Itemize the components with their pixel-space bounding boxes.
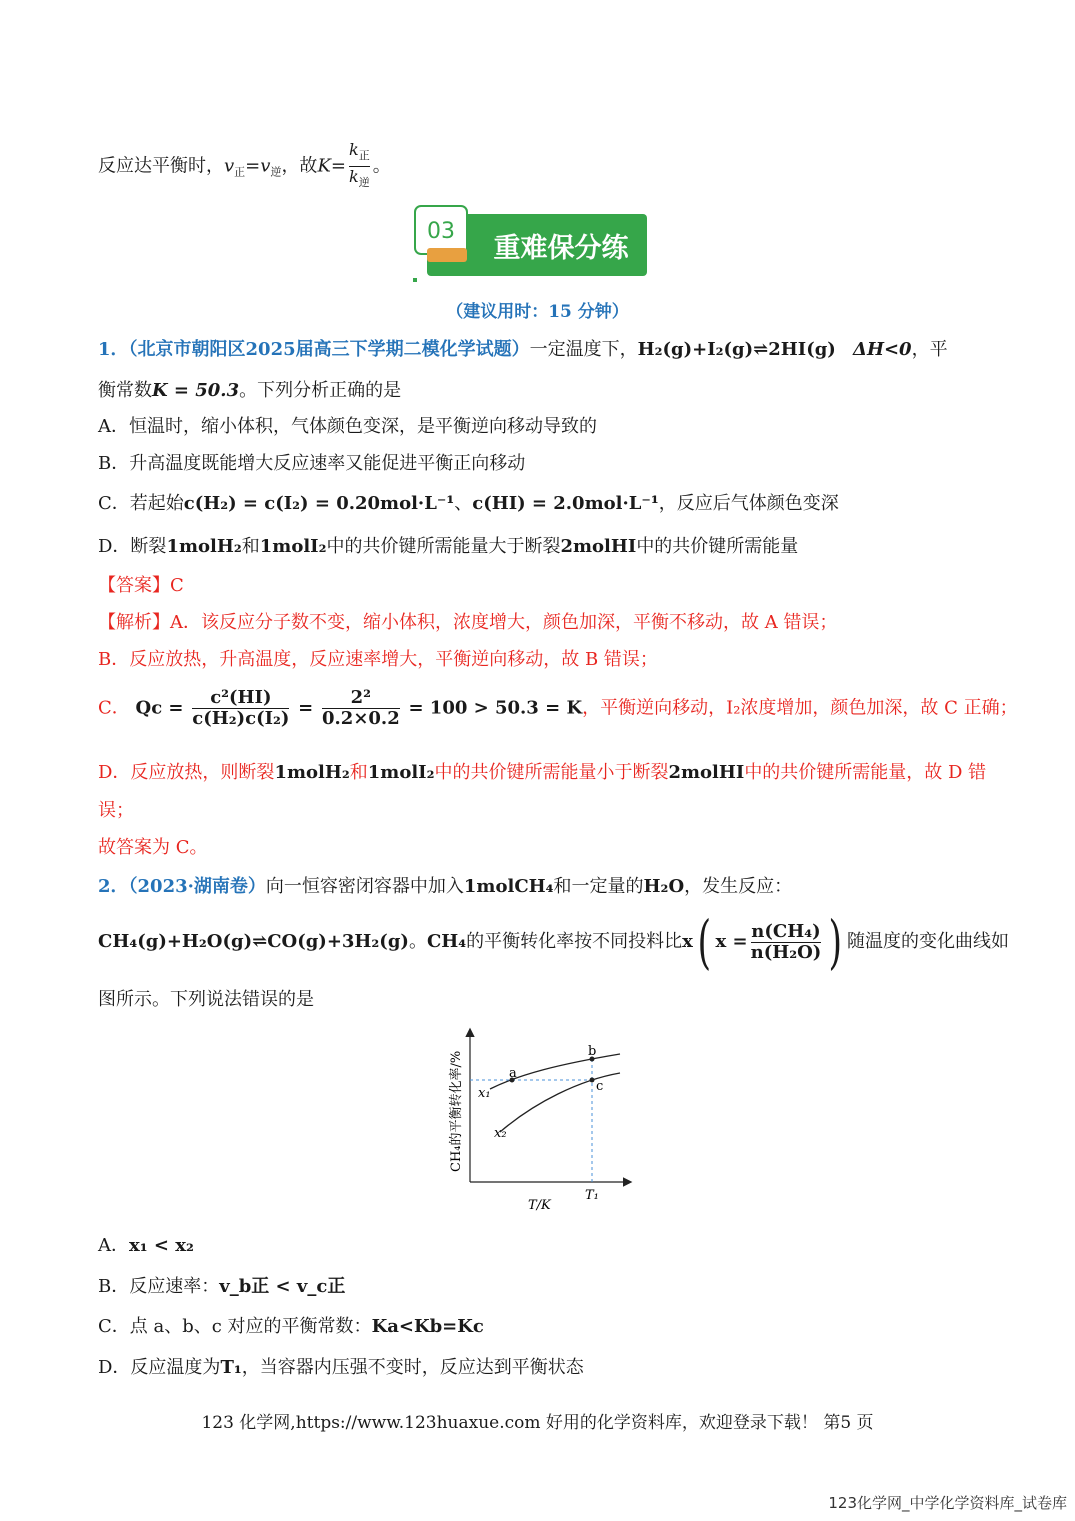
q2-stem-line2 bbox=[98, 910, 1009, 974]
q2-ch4: 1molCH₄ bbox=[463, 876, 554, 897]
q1-exp-num2: 2² bbox=[322, 688, 400, 709]
q2-stem-d: 。 bbox=[408, 931, 427, 952]
q2-stem-line3: 图所示。下列说法错误的是 bbox=[98, 989, 314, 1010]
q2-x-den: n(H₂O) bbox=[750, 941, 822, 963]
q1-opt-c-pre: C．若起始 bbox=[98, 493, 184, 514]
q1-opt-d-2: 1molH₂ bbox=[166, 536, 242, 557]
q1-exp-eq: = bbox=[298, 697, 314, 719]
q2-left-paren: ( bbox=[697, 908, 712, 976]
q2-stem-c: ，发生反应： bbox=[684, 876, 793, 897]
q2-stem-line1 bbox=[98, 874, 792, 900]
sub-zheng: 正 bbox=[234, 165, 246, 179]
q1-option-a: A．恒温时，缩小体积，气体颜色变深，是平衡逆向移动导致的 bbox=[98, 416, 597, 437]
k-den: k bbox=[348, 167, 359, 186]
q1-stem-line1 bbox=[98, 337, 948, 363]
q1-explain-b: B．反应放热，升高温度，反应速率增大，平衡逆向移动，故 B 错误； bbox=[98, 649, 658, 670]
label-x2: x₂ bbox=[494, 1126, 507, 1141]
q2-stem-f: 随温度的变化曲线如 bbox=[846, 931, 1009, 952]
q1-exp-d-4: 1molI₂ bbox=[367, 762, 435, 783]
q2-ch4b: CH₄ bbox=[426, 931, 467, 952]
badge-accent bbox=[427, 248, 467, 262]
k-fraction bbox=[349, 140, 370, 193]
q1-stem-a: 一定温度下， bbox=[529, 339, 638, 360]
q1-stem-d: 。下列分析正确的是 bbox=[239, 380, 402, 401]
page-footer: 123 化学网,https://www.123huaxue.com 好用的化学资料库，欢迎登录下载！ 第5 页 bbox=[201, 1413, 874, 1433]
y-axis-label: CH₄的平衡转化率/% bbox=[449, 1050, 464, 1172]
badge-number: 03 bbox=[427, 219, 455, 244]
q2-x: x bbox=[682, 931, 693, 952]
equals: = bbox=[245, 155, 261, 177]
q1-explain-a: 【解析】A．该反应分子数不变，缩小体积，浓度增大，颜色加深，平衡不移动，故 A 错误； bbox=[98, 612, 838, 633]
v-symbol: v bbox=[224, 155, 235, 177]
q2-option-a bbox=[98, 1233, 194, 1259]
q1-opt-d-6: 2molHI bbox=[560, 536, 637, 557]
q1-stem-c: 衡常数 bbox=[98, 380, 152, 401]
q1-conclusion: 故答案为 C。 bbox=[98, 837, 208, 858]
q1-exp-d-6: 2molHI bbox=[668, 762, 745, 783]
q2-x-eq: x = bbox=[715, 931, 748, 952]
q2-reaction: CH₄(g)+H₂O(g)⇌CO(g)+3H₂(g) bbox=[98, 931, 409, 952]
q1-source: （北京市朝阳区2025届高三下学期二模化学试题） bbox=[128, 339, 530, 360]
v-symbol-2: v bbox=[260, 155, 271, 177]
badge-title: 重难保分练 bbox=[493, 233, 629, 264]
q2-stem-e: 的平衡转化率按不同投料比 bbox=[466, 931, 683, 952]
intro-sep: ，故 bbox=[281, 155, 318, 177]
k-num-sub: 正 bbox=[358, 149, 370, 162]
k-num: k bbox=[348, 140, 359, 159]
q1-opt-d-1: D．断裂 bbox=[98, 536, 167, 557]
q2-opt-a-pre: A． bbox=[98, 1235, 129, 1256]
q1-opt-c-post: ，反应后气体颜色变深 bbox=[658, 493, 839, 514]
q2-opt-b-pre: B．反应速率： bbox=[98, 1276, 220, 1297]
q1-exp-d-7: 中的共价键所需能量，故 D 错 bbox=[744, 762, 987, 783]
label-t1: T₁ bbox=[585, 1188, 599, 1203]
k-symbol: K bbox=[317, 155, 331, 177]
intro-text: 反应达平衡时， bbox=[98, 155, 224, 177]
q1-opt-d-4: 1molI₂ bbox=[259, 536, 327, 557]
q1-kval: K = 50.3 bbox=[152, 380, 240, 401]
q2-stem-b: 和一定量的 bbox=[553, 876, 644, 897]
q2-opt-d-post: ，当容器内压强不变时，反应达到平衡状态 bbox=[241, 1357, 584, 1378]
q2-opt-d-pre: D．反应温度为 bbox=[98, 1357, 221, 1378]
q1-opt-d-7: 中的共价键所需能量 bbox=[636, 536, 799, 557]
q1-exp-den2: 0.2×0.2 bbox=[322, 708, 400, 729]
x-axis-label: T/K bbox=[528, 1198, 551, 1213]
q2-ratio-frac bbox=[751, 922, 822, 963]
q1-option-b: B．升高温度既能增大反应速率又能促进平衡正向移动 bbox=[98, 453, 526, 474]
q1-exp-c-pre: C． bbox=[98, 697, 130, 719]
q2-stem-a: 向一恒容密闭容器中加入 bbox=[265, 876, 464, 897]
q2-source: （2023·湖南卷） bbox=[128, 876, 266, 897]
q2-opt-c-pre: C．点 a、b、c 对应的平衡常数： bbox=[98, 1316, 372, 1337]
q1-opt-c-mid: 、 bbox=[454, 493, 473, 514]
q2-opt-c: Ka<Kb=Kc bbox=[371, 1316, 484, 1337]
label-b: b bbox=[588, 1044, 597, 1059]
q2-opt-d-t: T₁ bbox=[220, 1357, 242, 1378]
q1-exp-qc: Qc = bbox=[135, 697, 184, 719]
point-c bbox=[590, 1078, 595, 1083]
q1-exp-d-2: 1molH₂ bbox=[274, 762, 350, 783]
label-x1: x₁ bbox=[478, 1086, 491, 1101]
q1-exp-d-5: 中的共价键所需能量小于断裂 bbox=[434, 762, 669, 783]
q1-exp-res: = 100 > 50.3 = K bbox=[408, 697, 583, 719]
q1-opt-d-5: 中的共价键所需能量大于断裂 bbox=[326, 536, 561, 557]
q1-answer: 【答案】C bbox=[98, 575, 184, 596]
q1-option-c bbox=[98, 491, 839, 517]
q1-exp-d-3: 和 bbox=[349, 762, 368, 783]
conversion-graph bbox=[440, 1022, 640, 1217]
q1-stem-line2 bbox=[98, 378, 401, 404]
q1-exp-frac1 bbox=[192, 688, 289, 729]
q1-opt-c-formula2: c(HI) = 2.0mol·L⁻¹ bbox=[472, 493, 659, 514]
intro-end: 。 bbox=[372, 155, 391, 177]
watermark: 123化学网_中学化学资料库_试卷库 bbox=[828, 1494, 1067, 1512]
q2-number: 2． bbox=[98, 876, 129, 897]
intro-line: 反应达平衡时，$v_正=v_逆$，故K= $\frac{k_正}{k_逆}$ 。 bbox=[98, 140, 391, 193]
q1-exp-c-post: ，平衡逆向移动，I₂浓度增加，颜色加深，故 C 正确； bbox=[582, 697, 1018, 719]
q1-exp-d-1: D．反应放热，则断裂 bbox=[98, 762, 275, 783]
q2-x-num: n(CH₄) bbox=[751, 920, 821, 942]
q1-opt-c-formula: c(H₂) = c(I₂) = 0.20mol·L⁻¹ bbox=[183, 493, 455, 514]
q1-exp-den1: c(H₂)c(I₂) bbox=[192, 708, 290, 729]
q2-opt-b: v_b正 < v_c正 bbox=[219, 1276, 346, 1297]
q1-exp-num1: c²(HI) bbox=[192, 688, 289, 709]
q1-reaction: H₂(g)+I₂(g)⇌2HI(g) bbox=[637, 339, 836, 360]
q1-opt-d-3: 和 bbox=[241, 536, 260, 557]
q1-number: 1． bbox=[98, 339, 129, 360]
section-badge bbox=[413, 204, 649, 282]
badge-dot bbox=[413, 278, 417, 282]
label-c: c bbox=[596, 1079, 604, 1094]
sub-ni: 逆 bbox=[270, 165, 282, 179]
q2-option-d bbox=[98, 1355, 584, 1381]
q2-opt-a: x₁ < x₂ bbox=[129, 1235, 194, 1256]
q1-exp-frac2 bbox=[322, 688, 400, 729]
q1-explain-d bbox=[98, 760, 986, 786]
q1-option-d bbox=[98, 534, 798, 560]
q1-explain-c bbox=[98, 688, 1018, 729]
q1-stem-b: ，平 bbox=[911, 339, 948, 360]
q2-option-b bbox=[98, 1274, 345, 1300]
q2-h2o: H₂O bbox=[643, 876, 685, 897]
q2-right-paren: ) bbox=[828, 908, 843, 976]
k-den-sub: 逆 bbox=[358, 176, 370, 189]
q1-dh: ΔH<0 bbox=[852, 339, 912, 360]
q2-option-c bbox=[98, 1314, 484, 1340]
label-a: a bbox=[509, 1066, 517, 1081]
q1-explain-d-cont: 误； bbox=[98, 800, 134, 821]
time-hint: （建议用时：15 分钟） bbox=[446, 302, 629, 322]
